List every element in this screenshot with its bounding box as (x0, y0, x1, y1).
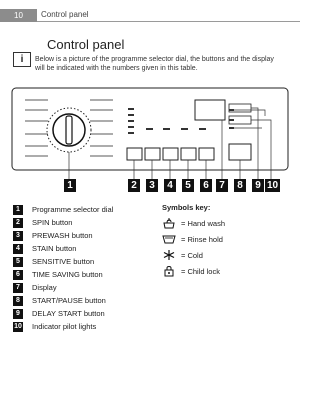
callout-10: 10 (266, 180, 279, 191)
legend-item (13, 255, 113, 268)
legend-item (13, 320, 113, 333)
legend-item (13, 203, 113, 216)
display-window (195, 100, 225, 120)
intro-text: Below is a picture of the programme selector dial, the buttons and the display will be indicated with the numbers given in this table. (35, 56, 274, 72)
legend-label: START/PAUSE button (32, 296, 106, 305)
legend-label: STAIN button (32, 244, 77, 253)
callout-9: 9 (252, 179, 264, 192)
legend-label: Indicator pilot lights (32, 322, 97, 331)
hand-wash-icon (162, 217, 176, 229)
page-number: 10 (0, 9, 37, 22)
legend-number: 10 (14, 322, 22, 330)
symbol-row (162, 232, 225, 246)
legend-label: Display (32, 283, 57, 292)
legend-number: 5 (13, 257, 23, 267)
legend-item (13, 294, 113, 307)
legend-item (13, 242, 113, 255)
legend-number: 7 (13, 283, 23, 293)
symbol-label: = Cold (181, 250, 203, 260)
callout-6: 6 (200, 179, 212, 192)
legend-number: 1 (13, 205, 23, 215)
callout-1: 1 (64, 179, 76, 192)
symbol-label: = Child lock (181, 266, 220, 276)
legend-item (13, 268, 113, 281)
callout-7: 7 (216, 179, 228, 192)
legend-number: 8 (13, 296, 23, 306)
page-header (0, 0, 300, 27)
cold-icon (162, 249, 176, 261)
symbol-row (162, 248, 225, 262)
legend-item (13, 307, 113, 320)
callout-2: 2 (128, 179, 140, 192)
child-lock-icon (162, 265, 176, 277)
legend-label: TIME SAVING button (32, 270, 103, 279)
section-title: Control panel (41, 10, 89, 19)
callout-5: 5 (182, 179, 194, 192)
legend-label: SPIN button (32, 218, 73, 227)
symbol-row (162, 216, 225, 230)
symbol-label: = Hand wash (181, 218, 225, 228)
callout-8: 8 (234, 179, 246, 192)
info-icon: i (13, 52, 31, 67)
legend-label: DELAY START button (32, 309, 105, 318)
rinse-hold-icon (162, 233, 176, 245)
symbols-heading: Symbols key: (162, 203, 211, 212)
legend-number: 2 (13, 218, 23, 228)
legend-number: 9 (13, 309, 23, 319)
legend-label: SENSITIVE button (32, 257, 95, 266)
symbols-key (162, 203, 225, 280)
parts-legend (13, 203, 113, 333)
callout-3: 3 (146, 179, 158, 192)
legend-label: PREWASH button (32, 231, 93, 240)
header-rule (37, 21, 300, 22)
legend-number: 4 (13, 244, 23, 254)
legend-item (13, 216, 113, 229)
page-title: Control panel (47, 37, 125, 52)
legend-label: Programme selector dial (32, 205, 114, 214)
symbol-row (162, 264, 225, 278)
legend-number: 3 (13, 231, 23, 241)
legend-item (13, 281, 113, 294)
control-panel-illustration (0, 86, 300, 181)
legend-item (13, 229, 113, 242)
symbol-label: = Rinse hold (181, 234, 223, 244)
callout-4: 4 (164, 179, 176, 192)
legend-number: 6 (13, 270, 23, 280)
